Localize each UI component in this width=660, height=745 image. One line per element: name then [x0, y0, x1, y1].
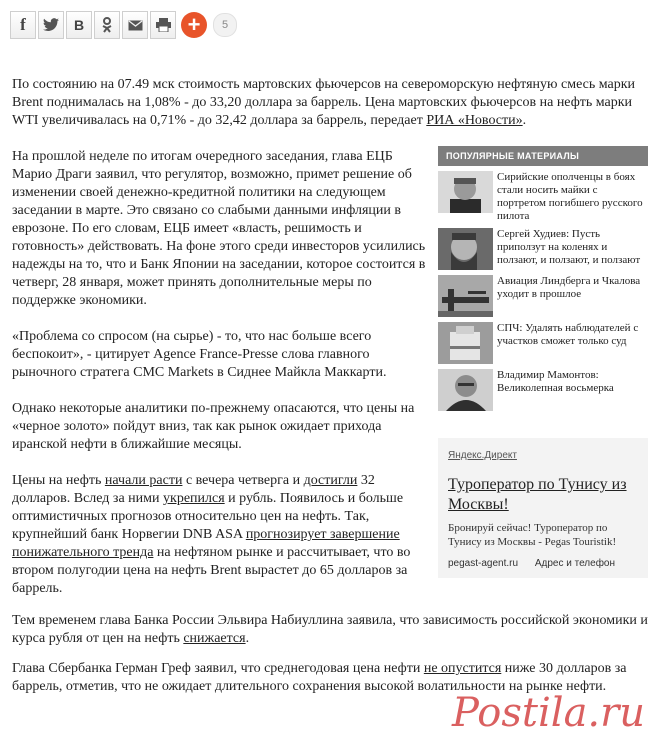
article-paragraph-6: Тем временем глава Банка России Эльвира Набиуллина заявила, что зависимость российской экономики и курса рубля от цен на нефть снижается.: [12, 613, 648, 646]
article-paragraph-2: На прошлой неделе по итогам очередного заседания, глава ЕЦБ Марио Драги заявил, что регулятор, возможно, примет решение об изменении своей денежно-кредитной политики на следующем заседании в марте. Это связано со слабыми данными инфляции в еврозоне. По его словам, ЕЦБ имеет «власть, решимость и готовность» действовать. На фоне этого среди инвесторов усилились надежды на то, что и Банк Японии на заседании, которое состоится в четверг, 28 января, может принять дополнительные меры по поддержке экономики.: [12, 149, 426, 308]
article-paragraph-5: Цены на нефть начали расти с вечера четверга и достигли 32 долларов. Вслед за ними укрепился и рубль. Появилось и больше оптимистичных прогнозов относительно цен на нефть. Так, крупнейший банк Норвегии DNB ASA прогнозирует завершение понижательного тренда на нефтяном рынке и рассчитывает, что во втором полугодии цена на нефть Brent вырастет до 65 долларов за баррель.: [12, 473, 411, 596]
popular-item-thumbnail[interactable]: [438, 171, 493, 213]
more-share-button[interactable]: +: [181, 12, 207, 38]
ad-body: Бронируй сейчас! Туроператор по Тунису из Москвы - Pegas Touristik!: [448, 522, 617, 548]
share-bar: [10, 10, 237, 40]
popular-item[interactable]: [438, 228, 648, 270]
article-paragraph-4: Однако некоторые аналитики по-прежнему опасаются, что цены на «черное золото» пойдут вниз, так как рынок ожидает прихода иранской нефти в ближайшие месяцы.: [12, 401, 415, 452]
ruble-strengthened-link[interactable]: укрепился: [163, 491, 225, 506]
popular-item[interactable]: [438, 369, 648, 411]
email-icon: [128, 20, 143, 31]
reached-link[interactable]: достигли: [303, 473, 358, 488]
popular-item-title[interactable]: СПЧ: Удалять наблюдателей с участков сможет только суд: [497, 322, 639, 347]
popular-item[interactable]: [438, 275, 648, 317]
popular-item-thumbnail[interactable]: [438, 275, 493, 317]
yandex-direct-label[interactable]: Яндекс.Директ: [448, 450, 517, 461]
article-paragraph-3: «Проблема со спросом (на сырье) - то, что нас больше всего беспокоит», - цитирует Agence France-Presse слова главного рыночного стратега CMC Markets в Сиднее Майкла Маккарти.: [12, 329, 387, 380]
article-paragraph-7: Глава Сбербанка Герман Греф заявил, что среднегодовая цена нефти не опустится ниже 30 долларов за баррель, отметив, что не ожидает длительного сохранения высокой волатильности на рынке нефти.: [12, 661, 627, 694]
popular-item-thumbnail[interactable]: [438, 228, 493, 270]
print-button[interactable]: [150, 11, 176, 39]
popular-item-title[interactable]: Авиация Линдберга и Чкалова уходит в прошлое: [497, 275, 641, 300]
prices-rising-link[interactable]: начали расти: [104, 473, 183, 488]
twitter-icon: [43, 18, 59, 32]
print-icon: [156, 18, 171, 32]
popular-materials-header: ПОПУЛЯРНЫЕ МАТЕРИАЛЫ: [438, 146, 648, 166]
popular-item-title[interactable]: Владимир Мамонтов: Великолепная восьмерка: [497, 369, 614, 394]
ad-domain[interactable]: pegast-agent.ru: [448, 558, 519, 569]
popular-item-thumbnail[interactable]: [438, 322, 493, 364]
watermark-text: Postila.ru: [452, 690, 646, 736]
odnoklassniki-share-button[interactable]: [94, 11, 120, 39]
ad-contact-link[interactable]: Адрес и телефон: [534, 558, 616, 569]
popular-item-title[interactable]: Сергей Худиев: Пусть приползут на коленях и ползают, и ползают, и ползают: [497, 228, 641, 266]
popular-materials: [438, 146, 648, 411]
popular-item-title[interactable]: Сирийские ополченцы в боях стали носить майки с портретом погибшего русского пилота: [497, 171, 643, 222]
article-paragraph-1: По состоянию на 07.49 мск стоимость мартовских фьючерсов на североморскую нефтяную смесь марки Brent поднималась на 1,08% - до 33,20 доллара за баррель. Цена мартовских фьючерсов на нефть марки WTI увеличивалась на 0,71% - до 32,42 доллара за баррель, передает РИА «Новости».: [12, 77, 635, 128]
postila-watermark: [448, 676, 653, 738]
ad-footer: [448, 555, 638, 573]
odnoklassniki-icon: [101, 17, 113, 33]
yandex-direct-ad: [438, 438, 648, 578]
will-not-fall-link[interactable]: не опустится: [423, 661, 502, 676]
decreasing-link[interactable]: снижается: [183, 631, 246, 646]
twitter-share-button[interactable]: [38, 11, 64, 39]
vkontakte-icon: B: [73, 17, 85, 33]
popular-item-thumbnail[interactable]: [438, 369, 493, 411]
facebook-icon: f: [20, 15, 26, 34]
ad-title-link[interactable]: Туроператор по Тунису из Москвы!: [448, 476, 627, 513]
vkontakte-share-button[interactable]: [66, 11, 92, 39]
facebook-share-button[interactable]: [10, 11, 36, 39]
dnb-forecast-link[interactable]: прогнозирует завершение понижательного тренда: [12, 527, 400, 560]
ria-novosti-link[interactable]: РИА «Новости»: [426, 113, 523, 128]
share-counter: 5: [213, 13, 237, 37]
popular-item[interactable]: [438, 322, 648, 364]
email-share-button[interactable]: [122, 11, 148, 39]
popular-item[interactable]: [438, 171, 648, 223]
article-column: [12, 148, 428, 616]
